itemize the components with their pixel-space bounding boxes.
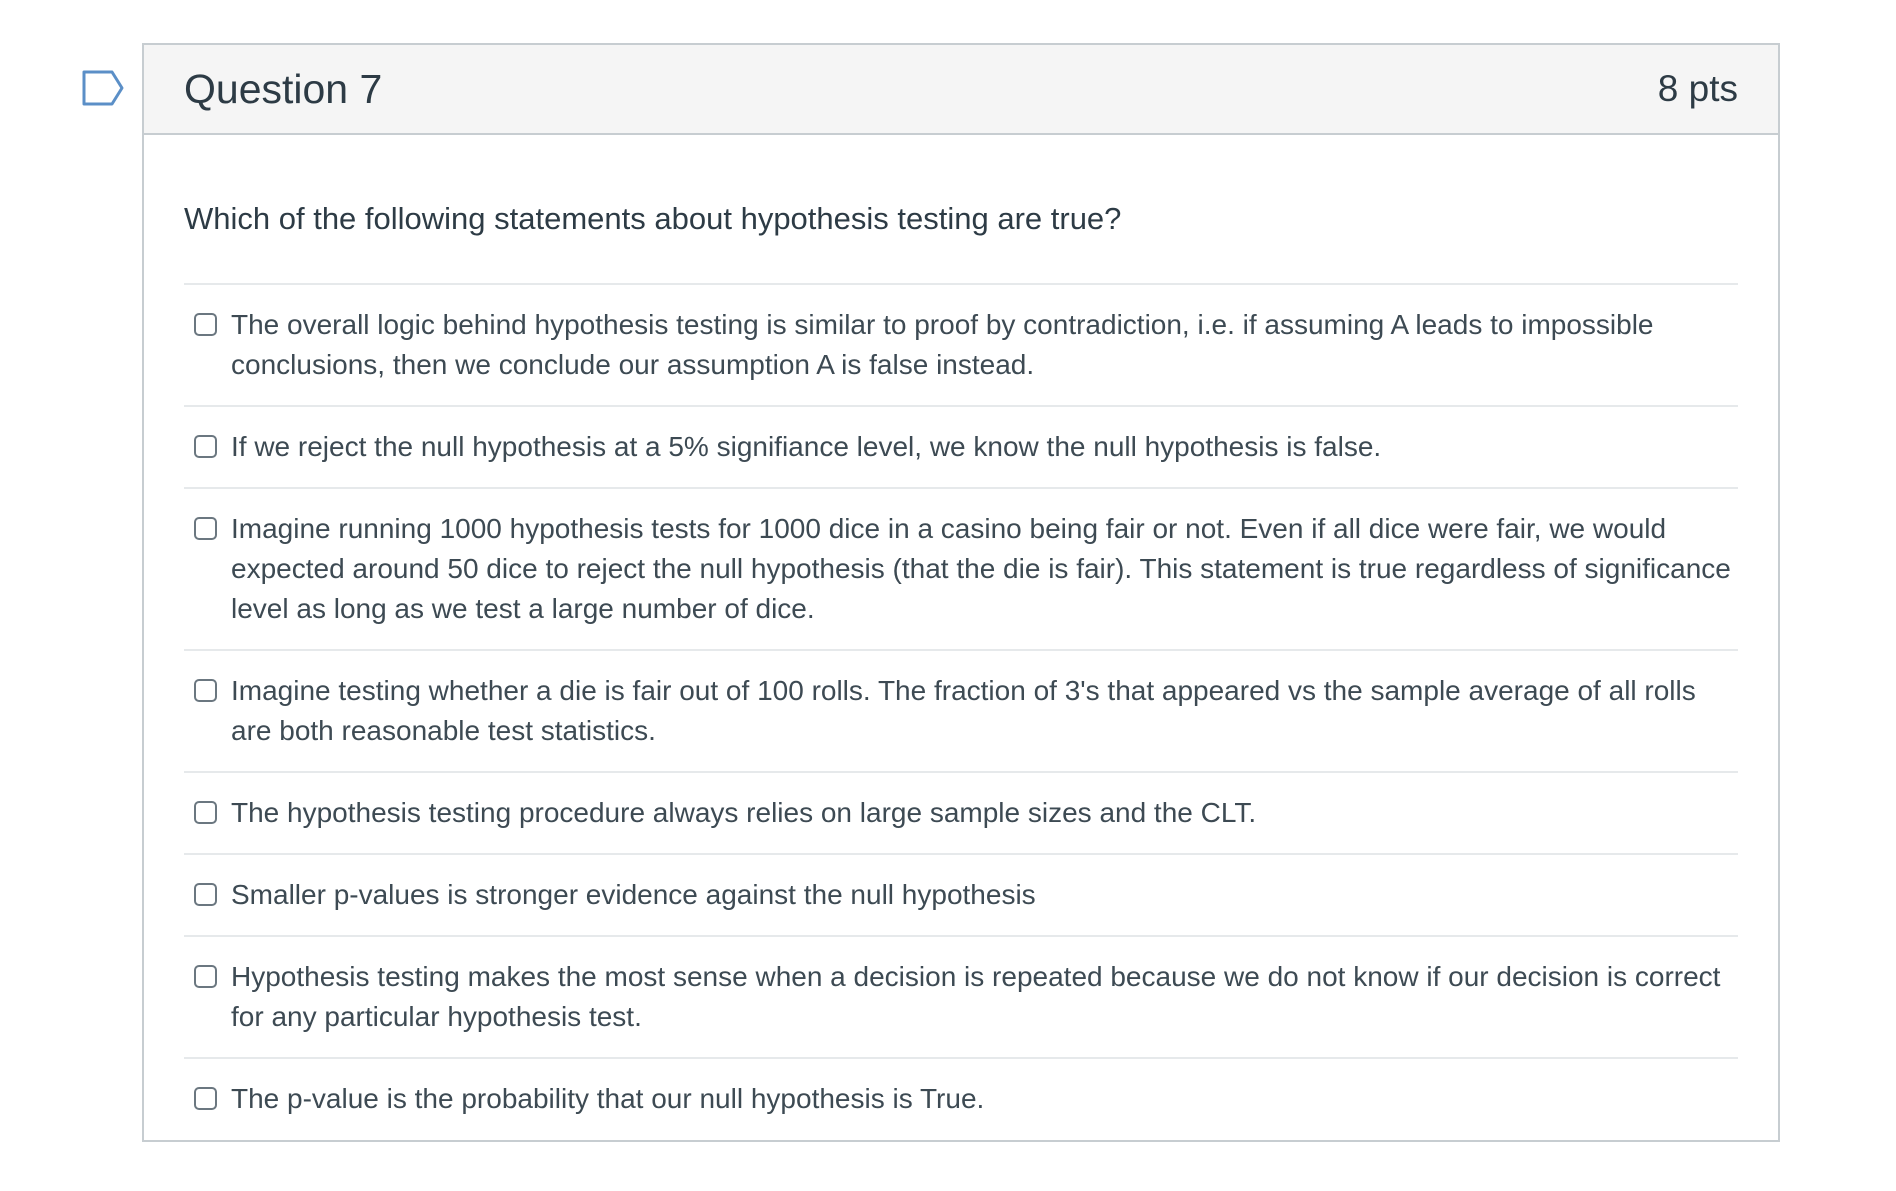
answer-checkbox[interactable] [194, 313, 217, 336]
answer-label[interactable]: The hypothesis testing procedure always relies on large sample sizes and the CLT. [231, 797, 1257, 828]
answer-checkbox[interactable] [194, 965, 217, 988]
question-card [142, 43, 1780, 1142]
answer-option[interactable] [184, 773, 1738, 855]
question-title: Question 7 [184, 65, 383, 112]
answer-checkbox[interactable] [194, 679, 217, 702]
answer-label[interactable]: Imagine testing whether a die is fair out of 100 rolls. The fraction of 3's that appeared vs the sample average of all rolls are both reasonable test statistics. [231, 675, 1696, 746]
question-points: 8 pts [1657, 68, 1738, 109]
answer-option[interactable] [184, 937, 1738, 1059]
answer-label[interactable]: Hypothesis testing makes the most sense when a decision is repeated because we do not know if our decision is correct for any particular hypothesis test. [231, 961, 1721, 1032]
answer-checkbox[interactable] [194, 517, 217, 540]
answer-checkbox[interactable] [194, 435, 217, 458]
answer-label[interactable]: If we reject the null hypothesis at a 5% signifiance level, we know the null hypothesis is false. [231, 431, 1382, 462]
flag-question-icon[interactable] [82, 70, 126, 106]
answer-label[interactable]: The overall logic behind hypothesis testing is similar to proof by contradiction, i.e. if assuming A leads to impossible conclusions, then we conclude our assumption A is false instead. [231, 309, 1654, 380]
answer-checkbox[interactable] [194, 883, 217, 906]
answer-checkbox[interactable] [194, 801, 217, 824]
answer-label[interactable]: Smaller p-values is stronger evidence against the null hypothesis [231, 879, 1036, 910]
answer-option[interactable] [184, 651, 1738, 773]
answer-label[interactable]: Imagine running 1000 hypothesis tests for 1000 dice in a casino being fair or not. Even if all dice were fair, we would expected around 50 dice to reject the null hypothesis (that the die is fair). This statement is true regardless of significance level as long as we test a large number of dice. [231, 513, 1731, 624]
question-prompt: Which of the following statements about hypothesis testing are true? [184, 201, 1122, 236]
question-body [144, 135, 1778, 1139]
answer-checkbox[interactable] [194, 1087, 217, 1110]
answer-option[interactable] [184, 855, 1738, 937]
answer-option[interactable] [184, 407, 1738, 489]
answer-list [184, 283, 1738, 1139]
answer-option[interactable] [184, 285, 1738, 407]
answer-option[interactable] [184, 489, 1738, 651]
answer-option[interactable] [184, 1059, 1738, 1139]
question-header [144, 45, 1778, 135]
answer-label[interactable]: The p-value is the probability that our null hypothesis is True. [231, 1083, 985, 1114]
